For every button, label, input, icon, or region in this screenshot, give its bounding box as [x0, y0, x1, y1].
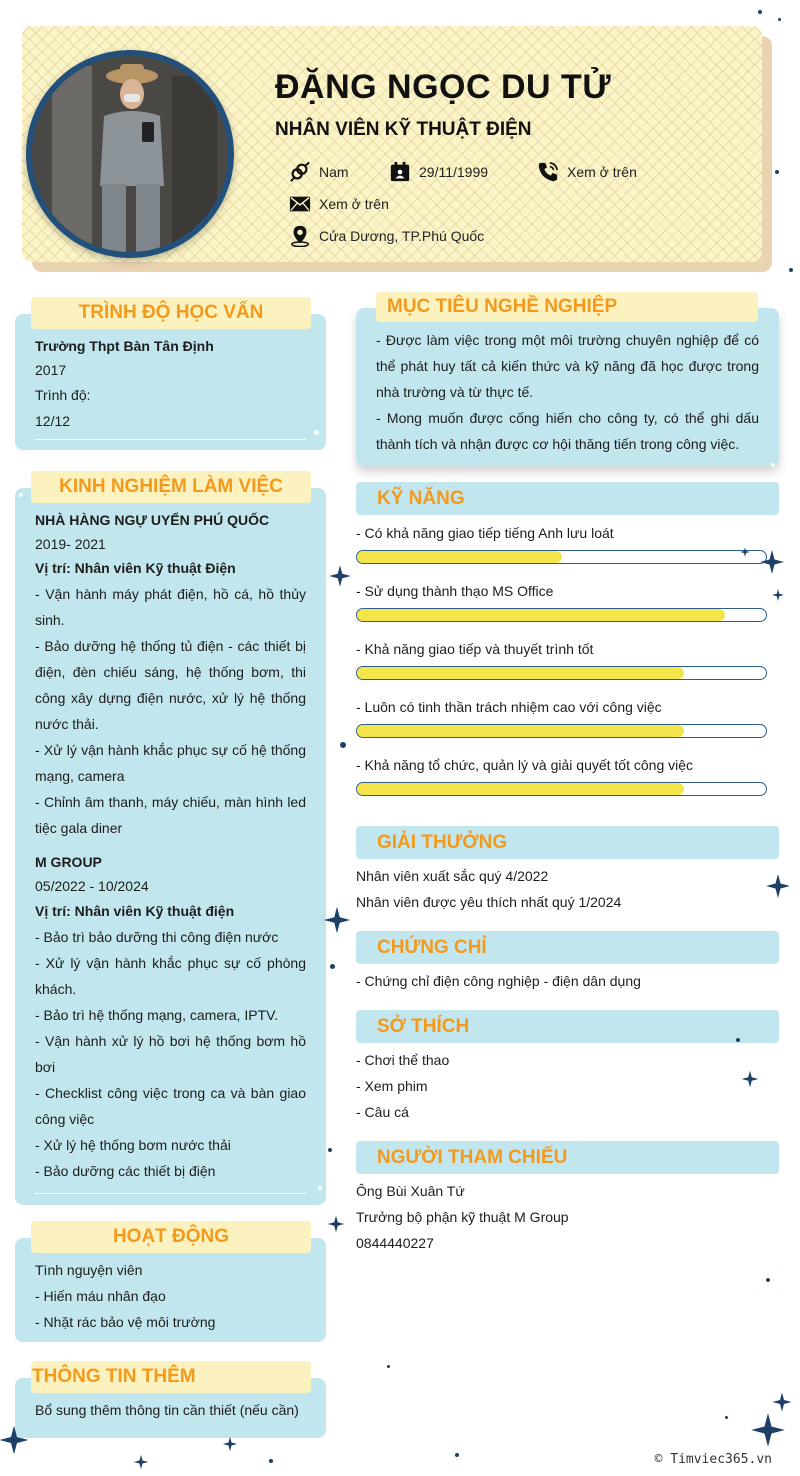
objective-line: - Được làm việc trong một môi trường chuyên nghiệp để có thể phát huy tất cả kiến thức và kỹ năng đã học được trong nhà trường và từ thực tế. [376, 332, 759, 400]
award-item: Nhân viên xuất sắc quý 4/2022 [356, 868, 549, 884]
decor-dot [766, 1278, 770, 1282]
skill-label: - Luôn có tinh thần trách nhiệm cao với công việc [356, 699, 662, 715]
star-icon [751, 1413, 785, 1447]
job-position: Vị trí: Nhân viên Kỹ thuật điện [35, 903, 235, 919]
activity-item: - Nhặt rác bảo vệ môi trường [35, 1314, 216, 1330]
job-company: NHÀ HÀNG NGỰ UYỂN PHÚ QUỐC [35, 512, 270, 528]
star-icon [742, 1071, 759, 1088]
hobby-item: - Chơi thể thao [356, 1052, 450, 1068]
skill-label: - Có khả năng giao tiếp tiếng Anh lưu loát [356, 525, 614, 541]
skills-heading: KỸ NĂNG [356, 482, 779, 515]
job-period: 05/2022 - 10/2024 [35, 878, 149, 894]
hobbies-heading: SỞ THÍCH [356, 1010, 779, 1043]
address-value: Cửa Dương, TP.Phú Quốc [319, 228, 485, 244]
copyright: © Timviec365.vn [654, 1452, 772, 1467]
decor-dot [340, 742, 346, 748]
reference-item: Trưởng bộ phận kỹ thuật M Group [356, 1209, 569, 1225]
job-period: 2019- 2021 [35, 536, 106, 552]
skill-label: - Khả năng tổ chức, quản lý và giải quyết tốt công việc [356, 757, 694, 773]
decor-dot [725, 1416, 728, 1419]
star-icon [324, 907, 350, 933]
activity-item: - Hiến máu nhân đạo [35, 1288, 166, 1304]
decor-dot [387, 1365, 390, 1368]
job-duty: - Bảo trì hệ thống mạng, camera, IPTV. [35, 1007, 279, 1023]
decor-dot [736, 1038, 740, 1042]
extra-heading: THÔNG TIN THÊM [31, 1361, 311, 1393]
job-duty: - Bảo trì bảo dưỡng thi công điện nước [35, 929, 279, 945]
job-position: Vị trí: Nhân viên Kỹ thuật Điện [35, 560, 236, 576]
decor-dot [455, 1453, 459, 1457]
star-icon [329, 565, 351, 587]
job-duty: - Xử lý vận hành khắc phục sự cố hệ thống mạng, camera [35, 742, 306, 784]
decor-dot [269, 1459, 273, 1463]
certificates-heading: CHỨNG CHỈ [356, 931, 779, 964]
hobby-item: - Xem phim [356, 1078, 428, 1094]
star-icon [772, 1392, 791, 1411]
decor-dot [328, 1148, 332, 1152]
star-icon [0, 1426, 28, 1455]
job-duty: - Xử lý vận hành khắc phục sự cố phòng khách. [35, 955, 306, 997]
objective-line: - Mong muốn được cống hiến cho công ty, có thể ghi dấu thành tích và nhận được cơ hội thăng tiến trong công việc. [376, 410, 759, 452]
references-heading: NGƯỜI THAM CHIẾU [356, 1141, 779, 1174]
job-duty: - Checklist công việc trong ca và bàn giao công việc [35, 1085, 306, 1127]
decor-dot [775, 170, 779, 174]
job-duty: - Vận hành xử lý hồ bơi hệ thống bơm hồ bơi [35, 1033, 306, 1075]
star-icon [134, 1455, 148, 1469]
star-icon [223, 1437, 237, 1451]
gender-value: Nam [319, 164, 349, 180]
education-year: 2017 [35, 362, 67, 378]
star-icon [760, 550, 784, 574]
birthday-value: 29/11/1999 [419, 164, 489, 180]
job-duty: - Chỉnh âm thanh, máy chiếu, màn hình led tiệc gala diner [35, 794, 306, 836]
skill-label: - Sử dụng thành thạo MS Office [356, 583, 554, 599]
job-duty: - Bảo dưỡng hệ thống tủ điện - các thiết bị điện, đèn chiếu sáng, hệ thống bơm, thi công xây dựng điện nước, xử lý hệ thống nước thải. [35, 638, 306, 732]
decor-dot [778, 18, 781, 21]
education-level-label: Trình độ: [35, 387, 91, 403]
candidate-title: NHÂN VIÊN KỸ THUẬT ĐIỆN [275, 119, 532, 140]
extra-text: Bổ sung thêm thông tin cần thiết (nếu cần) [35, 1402, 299, 1418]
experience-heading: KINH NGHIỆM LÀM VIỆC [31, 471, 311, 503]
education-level: 12/12 [35, 413, 71, 429]
hobby-item: - Câu cá [356, 1104, 409, 1120]
decor-dot [318, 1186, 322, 1190]
activities-heading: HOẠT ĐỘNG [31, 1221, 311, 1253]
candidate-name: ĐẶNG NGỌC DU TỬ [275, 68, 612, 106]
award-item: Nhân viên được yêu thích nhất quý 1/2024 [356, 894, 622, 910]
star-icon [766, 874, 790, 898]
phone-value: Xem ở trên [567, 164, 637, 180]
decor-dot [314, 430, 319, 435]
decor-dot [758, 10, 762, 14]
certificate-item: - Chứng chỉ điện công nghiệp - điện dân dụng [356, 973, 641, 989]
decor-dot [19, 493, 23, 497]
decor-dot [789, 268, 793, 272]
education-school: Trường Thpt Bàn Tân Định [35, 338, 214, 354]
education-heading: TRÌNH ĐỘ HỌC VẤN [31, 297, 311, 329]
decor-dot [330, 964, 335, 969]
awards-heading: GIẢI THƯỞNG [356, 826, 779, 859]
job-company: M GROUP [35, 854, 102, 870]
reference-item: Ông Bùi Xuân Tứ [356, 1183, 465, 1199]
job-duty: - Xử lý hệ thống bơm nước thải [35, 1137, 231, 1153]
objective-heading: MỤC TIÊU NGHỀ NGHIỆP [376, 292, 758, 322]
job-duty: - Bảo dưỡng các thiết bị điện [35, 1163, 216, 1179]
star-icon [328, 1216, 345, 1233]
activity-item: Tình nguyện viên [35, 1262, 143, 1278]
decor-dot [771, 463, 775, 467]
email-value: Xem ở trên [319, 196, 389, 212]
star-icon [740, 547, 750, 557]
skill-label: - Khả năng giao tiếp và thuyết trình tốt [356, 641, 594, 657]
job-duty: - Vận hành máy phát điện, hồ cá, hồ thủy sinh. [35, 586, 306, 628]
reference-item: 0844440227 [356, 1235, 434, 1251]
star-icon [772, 589, 784, 601]
